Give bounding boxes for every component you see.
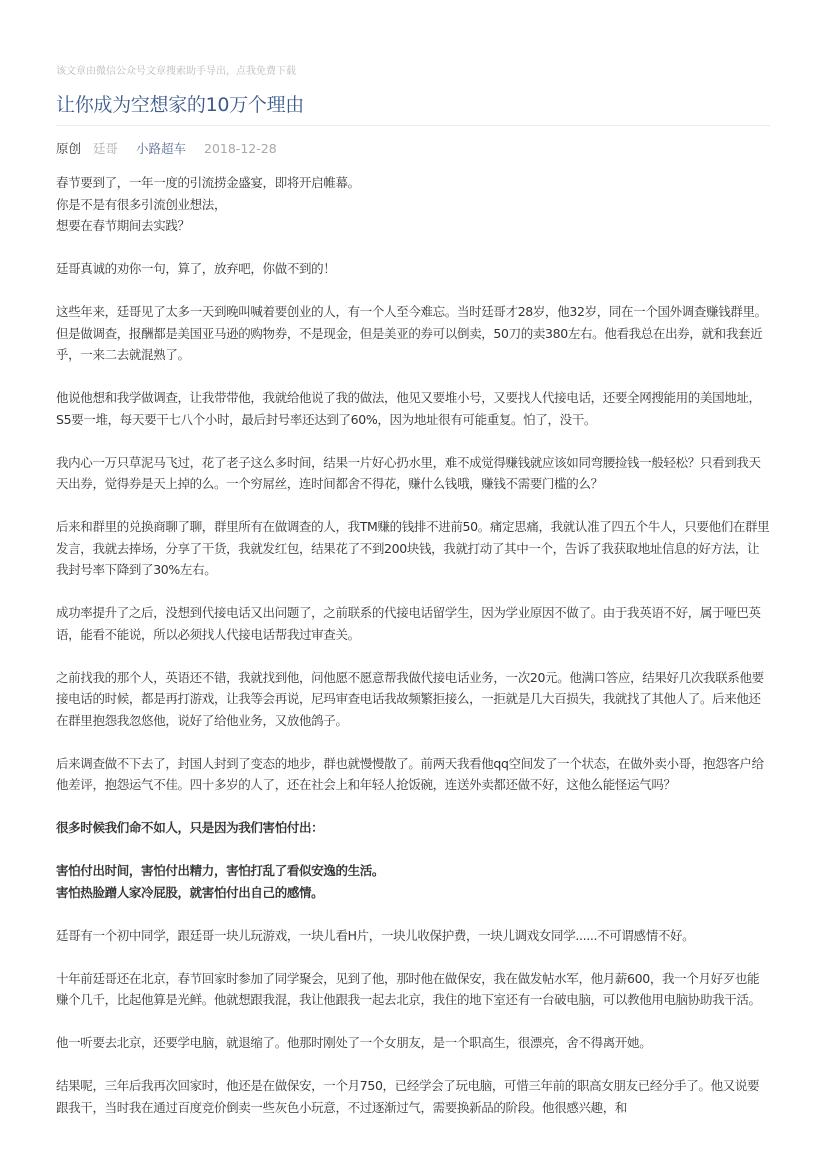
publish-date: 2018-12-28 xyxy=(204,141,277,156)
paragraph: 后来和群里的兑换商聊了聊，群里所有在做调查的人，我TM赚的钱排不进前50。痛定思痛，我就认准了四五个牛人，只要他们在群里发言，我就去捧场，分享了干货，我就发红包，结果花了不到200块钱，我就打动了其中一个，告诉了我获取地址信息的好方法，让我封号率下降到了30%左右。 xyxy=(56,519,770,577)
bold-paragraph xyxy=(56,817,770,839)
paragraph: 这些年来，廷哥见了太多一天到晚叫喊着要创业的人，有一个人至今难忘。当时廷哥才28岁，他32岁，同在一个国外调查赚钱群里。但是做调查，报酬都是美国亚马逊的购物券，不是现金，但是美亚的券可以倒卖，50刀的卖380左右。他看我总在出券，就和我套近乎，一来二去就混熟了。 xyxy=(56,304,767,362)
paragraph: 后来调查做不下去了，封国人封到了变态的地步，群也就慢慢散了。前两天我看他qq空间发了一个状态，在做外卖小哥，抱怨客户给他差评，抱怨运气不佳。四十多岁的人了，还在社会上和年轻人抢饭碗，连送外卖都还做不好，这他么能怪运气吗？ xyxy=(56,755,764,792)
account-link[interactable]: 小路超车 xyxy=(136,141,187,156)
title-divider xyxy=(56,125,770,126)
export-note-link[interactable]: 该文章由微信公众号文章搜索助手导出，点我免费下载 xyxy=(56,66,296,77)
bold-text: 害怕热脸蹭人家冷屁股，就害怕付出自己的感情。 xyxy=(56,884,324,900)
paragraph: 十年前廷哥还在北京，春节回家时参加了同学聚会，见到了他，那时他在做保安，我在做发帖水军，他月薪600，我一个月好歹也能赚个几千，比起他算是光鲜。他就想跟我混，我让他跟我一起去北京，我住的地下室还有一台破电脑，可以教他用电脑协助我干活。 xyxy=(56,970,761,1007)
bold-text: 害怕付出时间，害怕付出精力，害怕打乱了看似安逸的生活。 xyxy=(56,863,385,878)
paragraph: 他一听要去北京，还要学电脑，就退缩了。他那时刚处了一个女朋友，是一个职高生，很漂亮，舍不得离开她。 xyxy=(56,1035,652,1050)
article-body xyxy=(56,172,770,1140)
article-title: 让你成为空想家的10万个理由 xyxy=(56,94,304,116)
paragraph: 春节要到了，一年一度的引流捞金盛宴，即将开启帷幕。 xyxy=(56,175,360,190)
paragraph: 你是不是有很多引流创业想法， xyxy=(56,196,227,212)
paragraph: 廷哥真诚的劝你一句，算了，放弃吧，你做不到的！ xyxy=(56,261,336,276)
paragraph: 之前找我的那个人，英语还不错，我就找到他，问他愿不愿意帮我做代接电话业务，一次20元。他满口答应，结果好几次我联系他要接电话的时候，都是再打游戏，让我等会再说，尼玛审查电话我故频繁拒接么，一拒就是几大百损失，我就找了其他人了。后来他还在群里抱怨我忽悠他，说好了给他业务，又放他鸽子。 xyxy=(56,669,764,728)
paragraph: 我内心一万只草泥马飞过，花了老子这么多时间，结果一片好心扔水里，难不成觉得赚钱就应该如同弯腰捡钱一般轻松？只看到我天天出券，觉得券是天上掉的么。一个穷屌丝，连时间都舍不得花，赚什么钱哦，赚钱不需要门槛的么？ xyxy=(56,454,761,491)
bold-paragraph xyxy=(56,860,770,882)
paragraph: 结果呢，三年后我再次回家时，他还是在做保安，一个月750，已经学会了玩电脑，可惜三年前的职高女朋友已经分手了。他又说要跟我干，当时我在通过百度竞价倒卖一些灰色小玩意，不过逐渐过气，需要换新品的阶段。他很感兴趣，和 xyxy=(56,1078,760,1115)
author-name: 廷哥 xyxy=(93,141,119,156)
original-label: 原创 xyxy=(56,141,82,156)
paragraph: 成功率提升了之后，没想到代接电话又出问题了，之前联系的代接电话留学生，因为学业原因不做了。由于我英语不好，属于哑巴英语，能看不能说，所以必须找人代接电话帮我过审查关。 xyxy=(56,605,761,642)
paragraph: 想要在春节期间去实践？ xyxy=(56,218,190,233)
article-meta xyxy=(56,140,277,158)
bold-paragraph xyxy=(56,882,770,904)
paragraph: 廷哥有一个初中同学，跟廷哥一块儿玩游戏，一块儿看H片，一块儿收保护费，一块儿调戏女同学......不可谓感情不好。 xyxy=(56,927,695,943)
paragraph: 他说他想和我学做调查，让我带带他，我就给他说了我的做法，他见又要堆小号，又要找人代接电话，还要全网搜能用的美国地址，S5要一堆，每天要干七八个小时，最后封号率还达到了60%，因为地址很有可能重复。怕了，没干。 xyxy=(56,390,761,427)
bold-text: 很多时候我们命不如人，只是因为我们害怕付出： xyxy=(56,820,324,835)
